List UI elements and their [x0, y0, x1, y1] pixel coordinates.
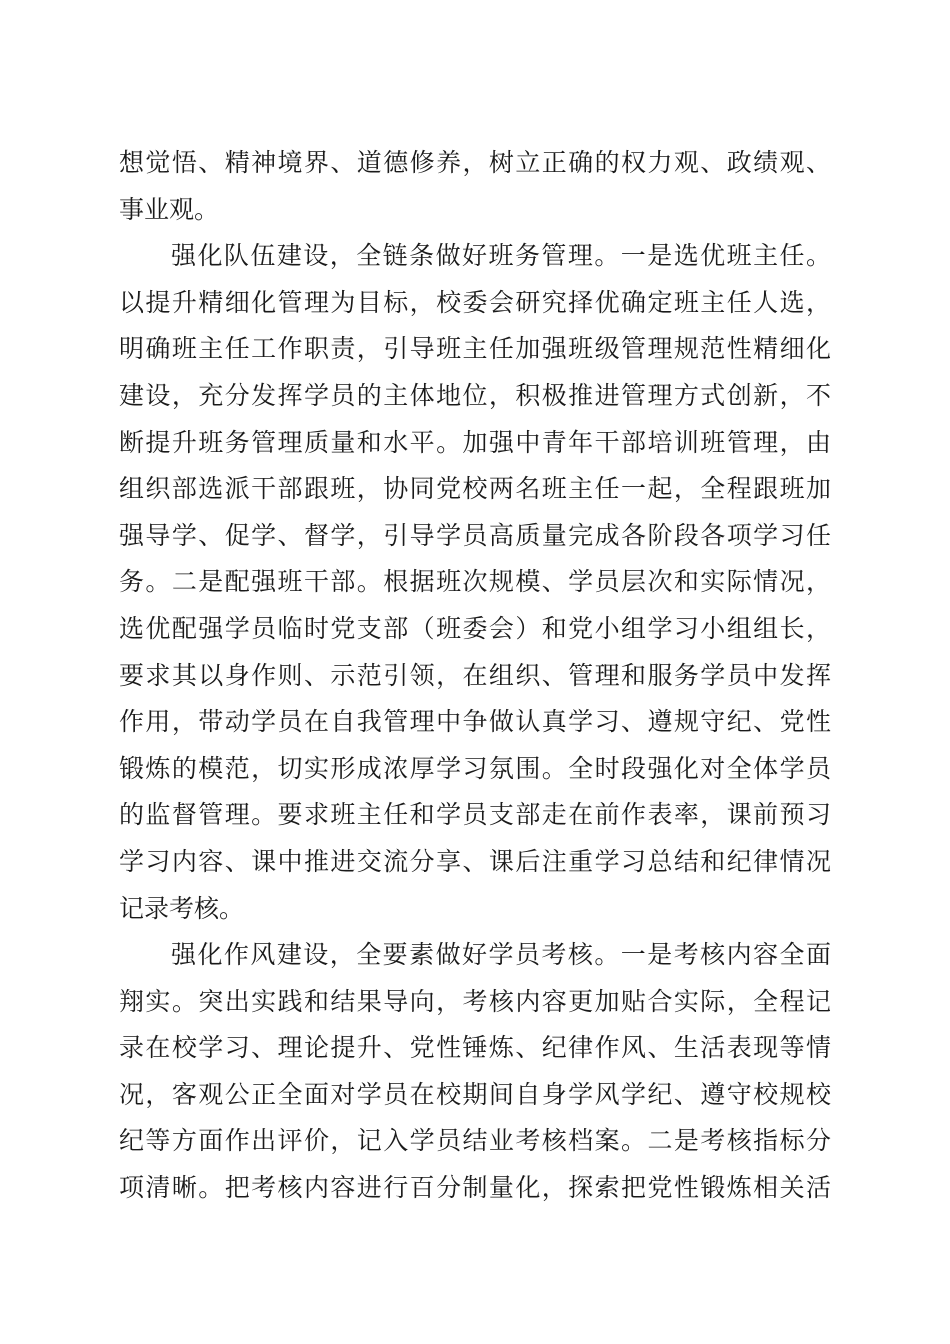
text-line: 建设，充分发挥学员的主体地位，积极推进管理方式创新，不	[119, 380, 831, 410]
text-line: 学习内容、课中推进交流分享、课后注重学习总结和纪律情况	[119, 846, 831, 876]
text-line: 务。二是配强班干部。根据班次规模、学员层次和实际情况，	[119, 567, 831, 597]
text-line: 想觉悟、精神境界、道德修养，树立正确的权力观、政绩观、	[119, 148, 831, 177]
text-line: 记录考核。	[119, 893, 245, 923]
text-line: 以提升精细化管理为目标，校委会研究择优确定班主任人选，	[119, 287, 831, 317]
document-body	[119, 140, 831, 1212]
text-line: 选优配强学员临时党支部（班委会）和党小组学习小组组长，	[119, 613, 831, 643]
paragraph-first-line: 强化作风建设，全要素做好学员考核。一是考核内容全面	[171, 940, 831, 970]
text-line: 组织部选派干部跟班，协同党校两名班主任一起，全程跟班加	[119, 474, 831, 504]
text-line: 录在校学习、理论提升、党性锤炼、纪律作风、生活表现等情	[119, 1033, 831, 1063]
text-line: 明确班主任工作职责，引导班主任加强班级管理规范性精细化	[119, 334, 831, 364]
text-line: 断提升班务管理质量和水平。加强中青年干部培训班管理，由	[119, 427, 831, 457]
text-line: 强导学、促学、督学，引导学员高质量完成各阶段各项学习任	[119, 520, 831, 550]
text-line: 况，客观公正全面对学员在校期间自身学风学纪、遵守校规校	[119, 1079, 831, 1109]
text-line: 翔实。突出实践和结果导向，考核内容更加贴合实际，全程记	[119, 986, 831, 1016]
text-line: 锻炼的模范，切实形成浓厚学习氛围。全时段强化对全体学员	[119, 753, 831, 783]
text-line: 项清晰。把考核内容进行百分制量化，探索把党性锻炼相关活	[119, 1173, 831, 1203]
text-line: 要求其以身作则、示范引领，在组织、管理和服务学员中发挥	[119, 660, 831, 690]
text-line: 作用，带动学员在自我管理中争做认真学习、遵规守纪、党性	[119, 707, 831, 737]
text-line: 纪等方面作出评价，记入学员结业考核档案。二是考核指标分	[119, 1126, 831, 1156]
text-line: 的监督管理。要求班主任和学员支部走在前作表率，课前预习	[119, 800, 831, 830]
text-line: 事业观。	[119, 194, 220, 224]
paragraph-first-line: 强化队伍建设，全链条做好班务管理。一是选优班主任。	[171, 241, 831, 271]
